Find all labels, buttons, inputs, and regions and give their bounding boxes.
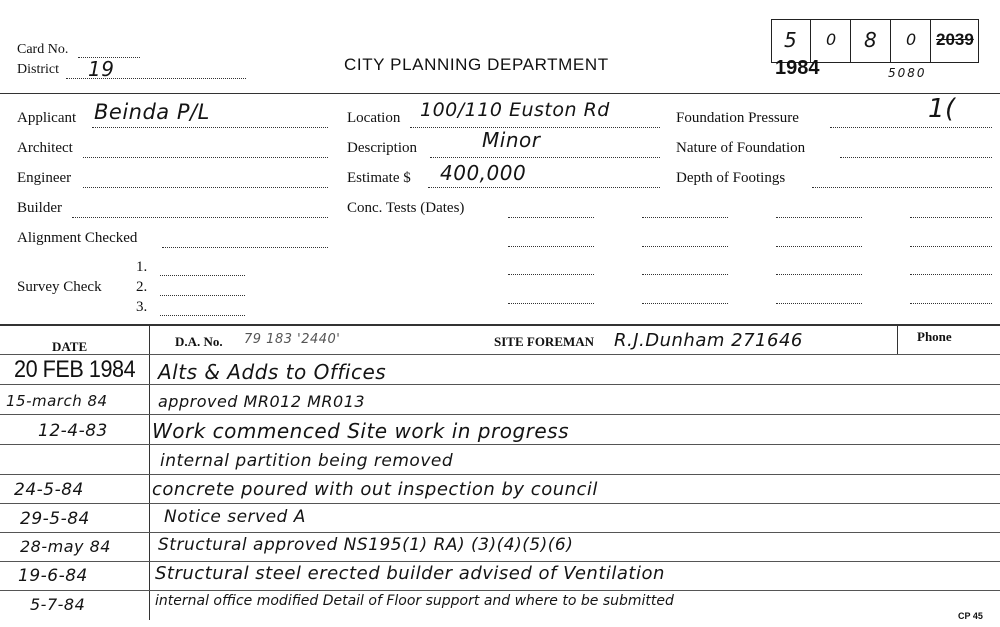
site-foreman-label: SITE FOREMAN xyxy=(494,334,595,349)
engineer-line xyxy=(83,187,328,188)
district-label: District xyxy=(17,62,59,77)
card-digit: 5 xyxy=(784,28,798,52)
applicant-line xyxy=(92,127,328,128)
log-ruled-line xyxy=(0,503,1000,504)
log-date: 5-7-84 xyxy=(30,595,86,614)
survey-label: Survey Check xyxy=(17,279,102,295)
log-date: 19-6-84 xyxy=(18,566,88,586)
survey-line xyxy=(160,295,245,296)
log-date: 20 FEB 1984 xyxy=(14,356,136,383)
log-ruled-line xyxy=(0,474,1000,475)
log-text: Alts & Adds to Offices xyxy=(158,360,387,384)
applicant-label: Applicant xyxy=(17,110,77,126)
estimate-line xyxy=(428,187,660,188)
conc-test-line xyxy=(910,274,992,275)
conc-test-line xyxy=(642,303,728,304)
foundation-pressure-line xyxy=(830,127,992,128)
header-divider xyxy=(0,93,1000,94)
estimate-label: Estimate $ xyxy=(347,170,411,186)
conc-tests-label: Conc. Tests (Dates) xyxy=(347,200,465,216)
conc-test-line xyxy=(642,217,728,218)
log-text: Work commenced Site work in progress xyxy=(152,419,570,443)
conc-test-line xyxy=(642,246,728,247)
card-digit: 0 xyxy=(906,30,917,49)
conc-test-line xyxy=(910,246,992,247)
log-date: 29-5-84 xyxy=(20,509,90,529)
conc-test-line xyxy=(508,217,594,218)
conc-test-line xyxy=(776,217,862,218)
phone-label: Phone xyxy=(917,329,952,344)
estimate-value: 400,000 xyxy=(440,161,527,185)
location-label: Location xyxy=(347,110,401,126)
log-text: concrete poured with out inspection by council xyxy=(152,479,598,500)
depth-label: Depth of Footings xyxy=(676,170,786,186)
conc-test-line xyxy=(508,303,594,304)
page-title: CITY PLANNING DEPARTMENT xyxy=(344,55,609,74)
location-value: 100/110 Euston Rd xyxy=(420,99,610,121)
survey-line xyxy=(160,275,245,276)
da-label: D.A. No. xyxy=(175,334,223,349)
card-no-label: Card No. xyxy=(17,42,69,57)
log-text: Structural steel erected builder advised of Ventilation xyxy=(155,563,665,584)
form-code: CP 45 xyxy=(958,611,983,621)
conc-test-line xyxy=(508,274,594,275)
log-ruled-line xyxy=(0,590,1000,591)
date-column-divider xyxy=(149,324,150,620)
card-number-note: 5080 xyxy=(888,66,927,80)
description-value: Minor xyxy=(482,128,541,152)
date-column-header: DATE xyxy=(52,339,88,354)
log-date: 24-5-84 xyxy=(14,480,84,500)
builder-label: Builder xyxy=(17,200,62,216)
log-ruled-line xyxy=(0,384,1000,385)
log-text: internal office modified Detail of Floor support and where to be submitted xyxy=(155,593,674,609)
log-ruled-line xyxy=(0,532,1000,533)
log-ruled-line xyxy=(0,444,1000,445)
log-ruled-line xyxy=(0,354,1000,355)
foundation-pressure-label: Foundation Pressure xyxy=(676,110,799,126)
log-text: Notice served A xyxy=(164,507,306,527)
da-value: 79 183 '2440' xyxy=(244,332,341,347)
card-year: 1984 xyxy=(775,57,820,79)
log-text: approved MR012 MR013 xyxy=(158,392,366,411)
alignment-line xyxy=(162,247,328,248)
applicant-value: Beinda P/L xyxy=(94,100,210,124)
conc-test-line xyxy=(910,217,992,218)
alignment-label: Alignment Checked xyxy=(17,230,138,246)
nature-label: Nature of Foundation xyxy=(676,140,806,156)
conc-test-line xyxy=(642,274,728,275)
log-top-divider xyxy=(0,324,1000,326)
description-line xyxy=(430,157,660,158)
district-value: 19 xyxy=(88,57,115,81)
nature-line xyxy=(840,157,992,158)
conc-test-line xyxy=(776,246,862,247)
survey-num: 2. xyxy=(136,279,148,295)
engineer-label: Engineer xyxy=(17,170,72,186)
card-year-stamp: 2039 xyxy=(936,30,974,49)
builder-line xyxy=(72,217,328,218)
architect-line xyxy=(83,157,328,158)
conc-test-line xyxy=(910,303,992,304)
log-date: 15-march 84 xyxy=(6,392,108,410)
survey-line xyxy=(160,315,245,316)
description-label: Description xyxy=(347,140,417,156)
log-text: internal partition being removed xyxy=(160,451,454,471)
depth-line xyxy=(812,187,992,188)
card-digit: 8 xyxy=(864,28,878,52)
log-date: 28-may 84 xyxy=(20,537,111,556)
architect-label: Architect xyxy=(17,140,73,156)
conc-test-line xyxy=(776,303,862,304)
log-ruled-line xyxy=(0,561,1000,562)
log-date: 12-4-83 xyxy=(38,421,108,441)
phone-column-divider xyxy=(897,324,898,354)
log-ruled-line xyxy=(0,414,1000,415)
conc-test-line xyxy=(776,274,862,275)
card-digit: 0 xyxy=(826,30,837,49)
log-text: Structural approved NS195(1) RA) (3)(4)(5)(6) xyxy=(158,535,574,555)
survey-num: 1. xyxy=(136,259,148,275)
foundation-pressure-value: 1( xyxy=(928,94,956,124)
site-foreman-value: R.J.Dunham 271646 xyxy=(614,330,803,351)
conc-test-line xyxy=(508,246,594,247)
survey-num: 3. xyxy=(136,299,148,315)
